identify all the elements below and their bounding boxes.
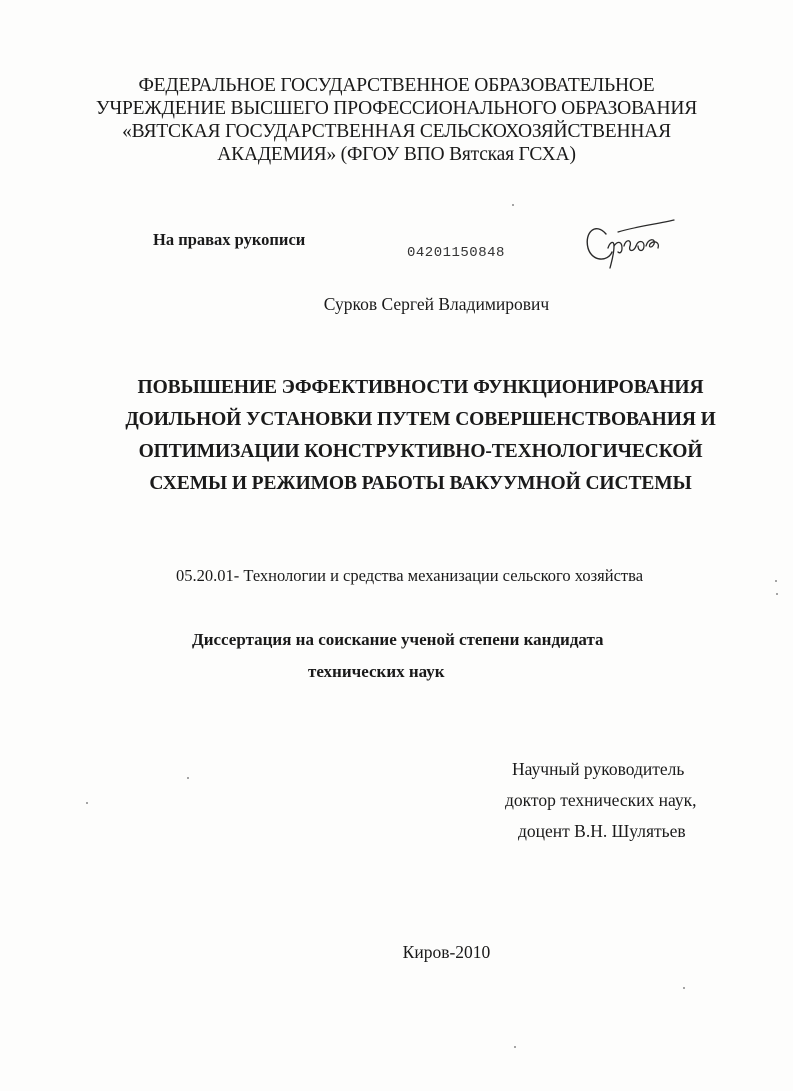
- scan-speck: [514, 1046, 516, 1048]
- institution-line-1: ФЕДЕРАЛЬНОЕ ГОСУДАРСТВЕННОЕ ОБРАЗОВАТЕЛЬНОЕ: [138, 75, 655, 96]
- title-line-3: ОПТИМИЗАЦИИ КОНСТРУКТИВНО-ТЕХНОЛОГИЧЕСКОЙ: [138, 441, 703, 462]
- supervisor-name: доцент В.Н. Шулятьев: [518, 821, 686, 841]
- title-line-4: СХЕМЫ И РЕЖИМОВ РАБОТЫ ВАКУУМНОЙ СИСТЕМЫ: [149, 473, 692, 494]
- scan-speck: [683, 987, 685, 989]
- registration-code: 04201150848: [407, 245, 505, 261]
- city-year: Киров-2010: [402, 942, 491, 962]
- scan-speck: [775, 580, 777, 582]
- scan-speck: [512, 204, 514, 206]
- institution-line-3: «ВЯТСКАЯ ГОСУДАРСТВЕННАЯ СЕЛЬСКОХОЗЯЙСТВЕННАЯ: [122, 121, 671, 142]
- title-line-2: ДОИЛЬНОЙ УСТАНОВКИ ПУТЕМ СОВЕРШЕНСТВОВАНИЯ И: [125, 409, 716, 430]
- supervisor-role: Научный руководитель: [512, 759, 685, 779]
- manuscript-rights-label: На правах рукописи: [153, 230, 306, 249]
- author-signature: [578, 212, 678, 274]
- author-name: Сурков Сергей Владимирович: [323, 294, 550, 314]
- scan-speck: [776, 593, 778, 595]
- scan-speck: [187, 777, 189, 779]
- institution-line-2: УЧРЕЖДЕНИЕ ВЫСШЕГО ПРОФЕССИОНАЛЬНОГО ОБРАЗОВАНИЯ: [95, 98, 698, 119]
- signature-text: Сурков: [578, 272, 582, 273]
- institution-line-4: АКАДЕМИЯ» (ФГОУ ВПО Вятская ГСХА): [217, 144, 576, 165]
- degree-line-1: Диссертация на соискание ученой степени кандидата: [192, 630, 604, 649]
- supervisor-degree: доктор технических наук,: [505, 790, 697, 810]
- title-line-1: ПОВЫШЕНИЕ ЭФФЕКТИВНОСТИ ФУНКЦИОНИРОВАНИЯ: [137, 377, 704, 398]
- scan-speck: [86, 802, 88, 804]
- specialty-code: 05.20.01- Технологии и средства механизации сельского хозяйства: [176, 566, 644, 585]
- degree-line-2: технических наук: [308, 662, 445, 681]
